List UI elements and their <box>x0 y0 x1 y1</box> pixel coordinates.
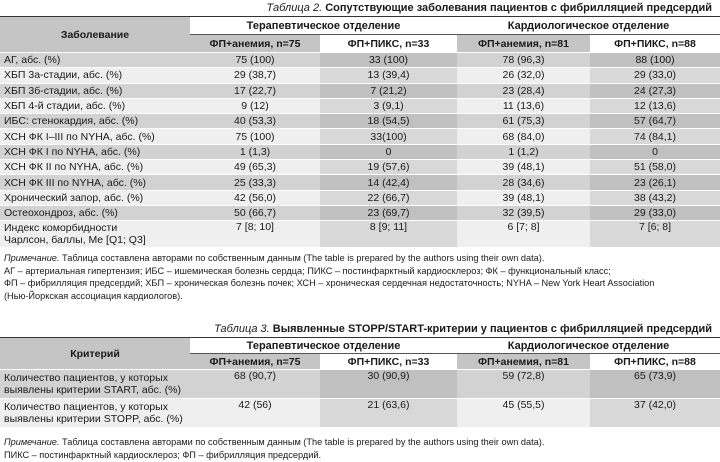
comorbidities-table <box>0 16 720 248</box>
table-row <box>0 399 720 428</box>
cell-value: 40 (53,3) <box>190 114 320 129</box>
cell-value: 30 (90,9) <box>320 370 457 399</box>
header-therapy-group: Терапевтическое отделение <box>190 17 457 35</box>
row-label-text-2: выявлены критерии STOPP, абс. (%) <box>4 413 183 425</box>
table-row <box>0 129 720 144</box>
cell-value: 57 (64,7) <box>590 114 720 129</box>
table2-caption-prefix: Таблица 2. <box>266 2 323 14</box>
row-label-text: ХБП 3б-стадии, абс. (%) <box>4 84 123 97</box>
stopp-start-table-body <box>0 370 720 428</box>
row-label-text-2: Чарлсон, баллы, Me [Q1; Q3] <box>4 234 146 247</box>
cell-value: 29 (38,7) <box>190 68 320 83</box>
table-row <box>0 221 720 248</box>
row-label-text: ХБП 4-й стадии, абс. (%) <box>4 100 126 113</box>
header-cardio-group: Кардиологическое отделение <box>457 17 720 35</box>
cell-value: 19 (57,6) <box>320 160 457 175</box>
cell-value: 33 (100) <box>320 53 457 68</box>
row-label-text: Остеохондроз, абс. (%) <box>4 207 118 220</box>
row-label <box>0 144 190 159</box>
cell-value: 32 (39,5) <box>457 205 590 220</box>
table-row <box>0 205 720 220</box>
cell-value: 23 (26,1) <box>590 175 720 190</box>
cell-value: 3 (9,1) <box>320 98 457 113</box>
table2-note-line3: ФП – фибрилляция предсердий; ХБП – хроническая болезнь почек; ХСН – хроническая сердечная недостаточность; NYHA – New York Heart Association <box>4 278 655 288</box>
table-row <box>0 114 720 129</box>
cell-value: 37 (42,0) <box>590 399 720 428</box>
header2-col-3: ФП+анемия, n=81 <box>457 354 590 370</box>
cell-value: 61 (75,3) <box>457 114 590 129</box>
header-cardio-group-2: Кардиологическое отделение <box>457 338 720 354</box>
row-label <box>0 129 190 144</box>
cell-value: 7 (21,2) <box>320 83 457 98</box>
cell-value: 75 (100) <box>190 53 320 68</box>
table2-caption <box>0 1 720 15</box>
table2-note <box>4 252 716 302</box>
cell-value: 23 (28,4) <box>457 83 590 98</box>
table2-note-prefix: Примечание. <box>4 253 60 263</box>
row-label-text: ХБП 3а-стадии, абс. (%) <box>4 69 123 82</box>
cell-value: 42 (56,0) <box>190 190 320 205</box>
cell-value: 65 (73,9) <box>590 370 720 399</box>
row-label <box>0 98 190 113</box>
table3-caption-prefix: Таблица 3. <box>214 323 270 335</box>
header-disease: Заболевание <box>0 17 190 53</box>
cell-value: 1 (1,3) <box>190 144 320 159</box>
cell-value: 88 (100) <box>590 53 720 68</box>
header-col-1: ФП+анемия, n=75 <box>190 35 320 53</box>
row-label <box>0 221 190 248</box>
table-row <box>0 175 720 190</box>
cell-value: 17 (22,7) <box>190 83 320 98</box>
row-label <box>0 370 190 399</box>
header2-col-2: ФП+ПИКС, n=33 <box>320 354 457 370</box>
table3-note-line1: Таблица составлена авторами по собственным данным (The table is prepared by the authors using their own data). <box>59 437 545 447</box>
row-label-text: ХСН ФК III по NYHA, абс. (%) <box>4 176 147 189</box>
row-label-text: ХСН ФК II по NYHA, абс. (%) <box>4 161 144 174</box>
cell-value: 74 (84,1) <box>590 129 720 144</box>
cell-value: 14 (42,4) <box>320 175 457 190</box>
table-row <box>0 144 720 159</box>
cell-value: 38 (43,2) <box>590 190 720 205</box>
cell-value: 6 [7; 8] <box>457 221 590 248</box>
cell-value: 59 (72,8) <box>457 370 590 399</box>
table2-note-line1: Таблица составлена авторами по собственным данным (The table is prepared by the authors using their own data). <box>59 253 545 263</box>
row-label <box>0 190 190 205</box>
row-label <box>0 205 190 220</box>
row-label-text: Хронический запор, абс. (%) <box>4 191 144 204</box>
table3-note <box>4 436 716 461</box>
header2-col-1: ФП+анемия, n=75 <box>190 354 320 370</box>
table3-caption-title: Выявленные STOPP/START-критерии у пациентов с фибрилляцией предсердий <box>272 323 712 335</box>
header-col-3: ФП+анемия, n=81 <box>457 35 590 53</box>
cell-value: 1 (1,2) <box>457 144 590 159</box>
cell-value: 7 [6; 8] <box>590 221 720 248</box>
table-row <box>0 160 720 175</box>
cell-value: 29 (33,0) <box>590 205 720 220</box>
cell-value: 42 (56) <box>190 399 320 428</box>
cell-value: 39 (48,1) <box>457 160 590 175</box>
row-label <box>0 53 190 68</box>
cell-value: 50 (66,7) <box>190 205 320 220</box>
cell-value: 0 <box>320 144 457 159</box>
table2-note-line2: АГ – артериальная гипертензия; ИБС – ишемическая болезнь сердца; ПИКС – постинфарктный кардиосклероз; ФК – функциональный класс; <box>4 265 611 276</box>
table-row <box>0 68 720 83</box>
cell-value: 45 (55,5) <box>457 399 590 428</box>
cell-value: 11 (13,6) <box>457 98 590 113</box>
cell-value: 29 (33,0) <box>590 68 720 83</box>
row-label <box>0 160 190 175</box>
cell-value: 78 (96,3) <box>457 53 590 68</box>
cell-value: 23 (69,7) <box>320 205 457 220</box>
row-label <box>0 68 190 83</box>
cell-value: 24 (27,3) <box>590 83 720 98</box>
cell-value: 21 (63,6) <box>320 399 457 428</box>
table3-note-prefix: Примечание. <box>4 437 60 447</box>
row-label-text: Количество пациентов, у которых <box>4 401 168 413</box>
table-row <box>0 190 720 205</box>
header-therapy-group-2: Терапевтическое отделение <box>190 338 457 354</box>
cell-value: 75 (100) <box>190 129 320 144</box>
row-label <box>0 83 190 98</box>
table3-caption <box>0 322 720 336</box>
header-col-4: ФП+ПИКС, n=88 <box>590 35 720 53</box>
cell-value: 0 <box>590 144 720 159</box>
cell-value: 51 (58,0) <box>590 160 720 175</box>
row-label-text: Количество пациентов, у которых <box>4 372 168 384</box>
cell-value: 39 (48,1) <box>457 190 590 205</box>
header2-col-4: ФП+ПИКС, n=88 <box>590 354 720 370</box>
header-col-2: ФП+ПИКС, n=33 <box>320 35 457 53</box>
table-row <box>0 83 720 98</box>
table-row <box>0 370 720 399</box>
row-label-text: Индекс коморбидности <box>4 222 118 235</box>
cell-value: 7 [8; 10] <box>190 221 320 248</box>
table3-note-line2: ПИКС – постинфарктный кардиосклероз; ФП – фибрилляция предсердий. <box>4 449 322 460</box>
cell-value: 12 (13,6) <box>590 98 720 113</box>
row-label-text: ХСН ФК I–III по NYHA, абс. (%) <box>4 130 155 143</box>
table2-note-line4: (Нью-Йоркская ассоциация кардиологов). <box>4 290 183 301</box>
cell-value: 9 (12) <box>190 98 320 113</box>
row-label-text: ХСН ФК I по NYHA, абс. (%) <box>4 145 141 158</box>
cell-value: 22 (66,7) <box>320 190 457 205</box>
cell-value: 25 (33,3) <box>190 175 320 190</box>
cell-value: 13 (39,4) <box>320 68 457 83</box>
cell-value: 68 (84,0) <box>457 129 590 144</box>
cell-value: 18 (54,5) <box>320 114 457 129</box>
cell-value: 8 [9; 11] <box>320 221 457 248</box>
cell-value: 68 (90,7) <box>190 370 320 399</box>
row-label-text: АГ, абс. (%) <box>4 54 61 67</box>
row-label-text-2: выявлены критерии START, абс. (%) <box>4 384 181 396</box>
cell-value: 28 (34,6) <box>457 175 590 190</box>
row-label <box>0 114 190 129</box>
row-label-text: ИБС: стенокардия, абс. (%) <box>4 115 139 128</box>
table2-caption-title: Сопутствующие заболевания пациентов с фибрилляцией предсердий <box>325 2 712 14</box>
row-label <box>0 175 190 190</box>
header-criterion: Критерий <box>0 338 190 370</box>
row-label <box>0 399 190 428</box>
table-row <box>0 98 720 113</box>
comorbidities-table-body <box>0 53 720 248</box>
cell-value: 49 (65,3) <box>190 160 320 175</box>
cell-value: 33(100) <box>320 129 457 144</box>
table-row <box>0 53 720 68</box>
cell-value: 26 (32,0) <box>457 68 590 83</box>
stopp-start-table <box>0 337 720 428</box>
